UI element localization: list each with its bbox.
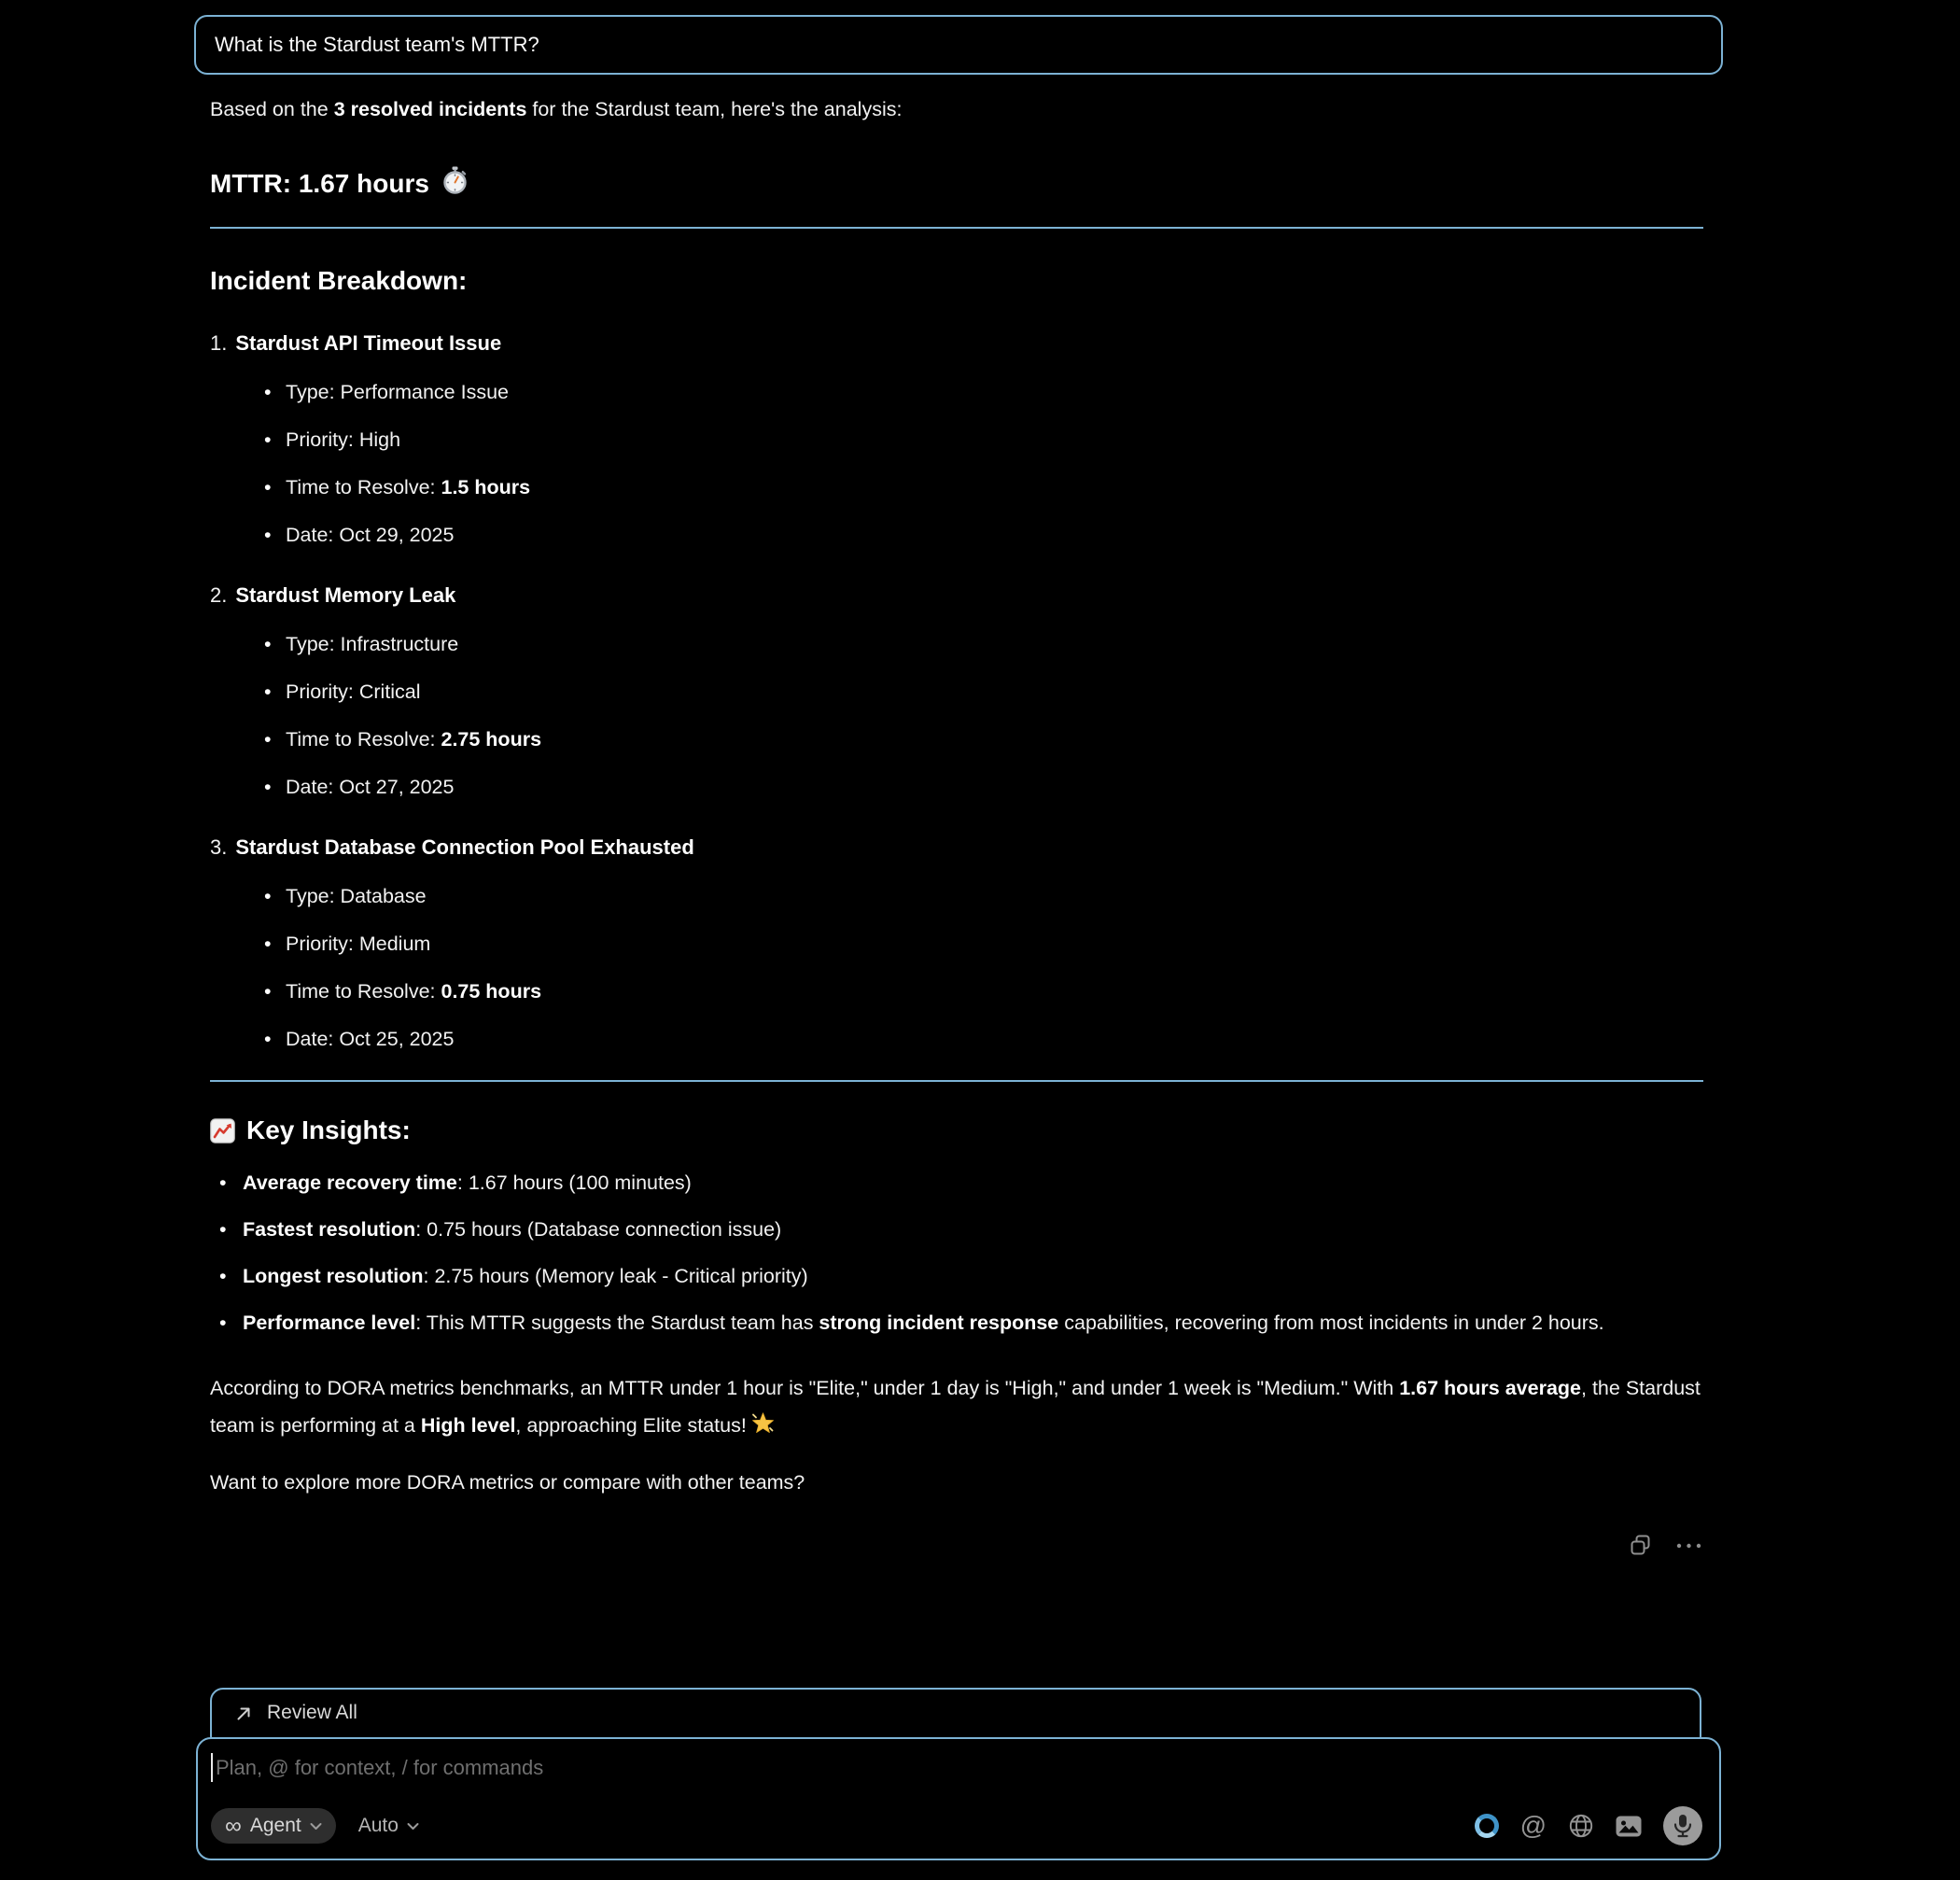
message-actions	[1629, 1534, 1701, 1557]
incident-detail: • Time to Resolve: 0.75 hours	[262, 978, 1703, 1004]
incident-detail: • Priority: Medium	[262, 931, 1703, 957]
insight-item: • Fastest resolution: 0.75 hours (Database connection issue)	[219, 1211, 1703, 1248]
key-insights-heading	[210, 1115, 1703, 1145]
incident-detail: • Time to Resolve: 1.5 hours	[262, 474, 1703, 500]
incident-title: 2. Stardust Memory Leak	[210, 583, 456, 607]
review-all-label: Review All	[267, 1702, 357, 1723]
composer-left-tools	[211, 1808, 425, 1844]
user-message-bubble[interactable]	[194, 15, 1723, 75]
copy-button[interactable]	[1629, 1534, 1652, 1557]
incident-breakdown-heading	[210, 266, 1703, 296]
web-button[interactable]	[1568, 1813, 1594, 1839]
context-ring-icon[interactable]	[1475, 1814, 1499, 1838]
copy-icon	[1629, 1534, 1652, 1557]
text-cursor	[211, 1753, 213, 1782]
dora-paragraph	[210, 1369, 1703, 1449]
insights-list	[210, 1164, 1703, 1341]
incident-detail: • Date: Oct 25, 2025	[262, 1026, 1703, 1052]
composer-toolbar	[211, 1806, 1702, 1845]
incident-title: 1. Stardust API Timeout Issue	[210, 331, 502, 355]
incident-list	[210, 330, 1703, 1052]
more-options-button[interactable]	[1676, 1543, 1701, 1549]
insight-item: • Average recovery time: 1.67 hours (100 minutes)	[219, 1164, 1703, 1201]
composer-input-line[interactable]	[211, 1753, 1702, 1782]
incident-item	[210, 834, 1703, 1052]
incident-detail: • Priority: High	[262, 427, 1703, 453]
closing-question: Want to explore more DORA metrics or compare with other teams?	[210, 1471, 805, 1494]
incident-item	[210, 582, 1703, 800]
divider	[210, 227, 1703, 229]
arrow-up-right-icon	[234, 1705, 253, 1723]
microphone-icon	[1673, 1814, 1693, 1838]
incident-detail-list	[210, 631, 1703, 800]
chart-increasing-emoji	[210, 1118, 235, 1143]
infinity-icon: ∞	[225, 1812, 242, 1839]
model-selector-label: Auto	[357, 1815, 399, 1836]
agent-mode-label: Agent	[249, 1815, 301, 1836]
incident-title: 3. Stardust Database Connection Pool Exhausted	[210, 835, 694, 859]
input-placeholder: Plan, @ for context, / for commands	[216, 1755, 544, 1779]
agent-mode-button[interactable]	[211, 1808, 336, 1844]
incident-detail: • Time to Resolve: 2.75 hours	[262, 726, 1703, 752]
chevron-down-icon	[407, 1822, 419, 1831]
glowing-star-emoji	[750, 1411, 776, 1449]
divider	[210, 1080, 1703, 1082]
incident-detail-list	[210, 883, 1703, 1052]
incident-breakdown-heading-text: Incident Breakdown:	[210, 266, 468, 295]
image-icon	[1616, 1816, 1642, 1837]
insight-item: • Longest resolution: 2.75 hours (Memory leak - Critical priority)	[219, 1257, 1703, 1295]
model-selector-button[interactable]	[353, 1814, 425, 1838]
insight-item: • Performance level: This MTTR suggests the Stardust team has strong incident response capabilities, recovering from most incidents in under 2 hours.	[219, 1304, 1703, 1341]
incident-detail-list	[210, 379, 1703, 548]
mttr-heading	[210, 166, 1703, 201]
intro-paragraph: Based on the 3 resolved incidents for the Stardust team, here's the analysis:	[210, 98, 903, 120]
user-message-text: What is the Stardust team's MTTR?	[215, 33, 539, 56]
dora-paragraph-text: According to DORA metrics benchmarks, an MTTR under 1 hour is "Elite," under 1 day is "High," and under 1 week is "Medium." With 1.67 hours average, the Stardust team is performing at a High level, approaching Elite status!	[210, 1377, 1701, 1437]
composer-right-tools	[1475, 1806, 1702, 1845]
incident-item	[210, 330, 1703, 548]
incident-detail: • Date: Oct 27, 2025	[262, 774, 1703, 800]
key-insights-heading-text: Key Insights:	[246, 1115, 411, 1144]
at-mention-button[interactable]	[1520, 1813, 1547, 1839]
incident-detail: • Date: Oct 29, 2025	[262, 522, 1703, 548]
chevron-down-icon	[310, 1822, 322, 1831]
more-options-icon	[1676, 1543, 1701, 1549]
image-attach-button[interactable]	[1616, 1816, 1642, 1837]
mttr-heading-text: MTTR: 1.67 hours	[210, 168, 429, 198]
incident-detail: • Priority: Critical	[262, 679, 1703, 705]
incident-detail: • Type: Database	[262, 883, 1703, 909]
assistant-message	[210, 82, 1703, 1501]
composer-input-box[interactable]	[196, 1737, 1721, 1860]
incident-detail: • Type: Performance Issue	[262, 379, 1703, 405]
stopwatch-emoji	[442, 166, 468, 201]
incident-detail: • Type: Infrastructure	[262, 631, 1703, 657]
globe-icon	[1568, 1813, 1594, 1839]
at-mention-icon: @	[1519, 1811, 1547, 1840]
microphone-button[interactable]	[1663, 1806, 1702, 1845]
